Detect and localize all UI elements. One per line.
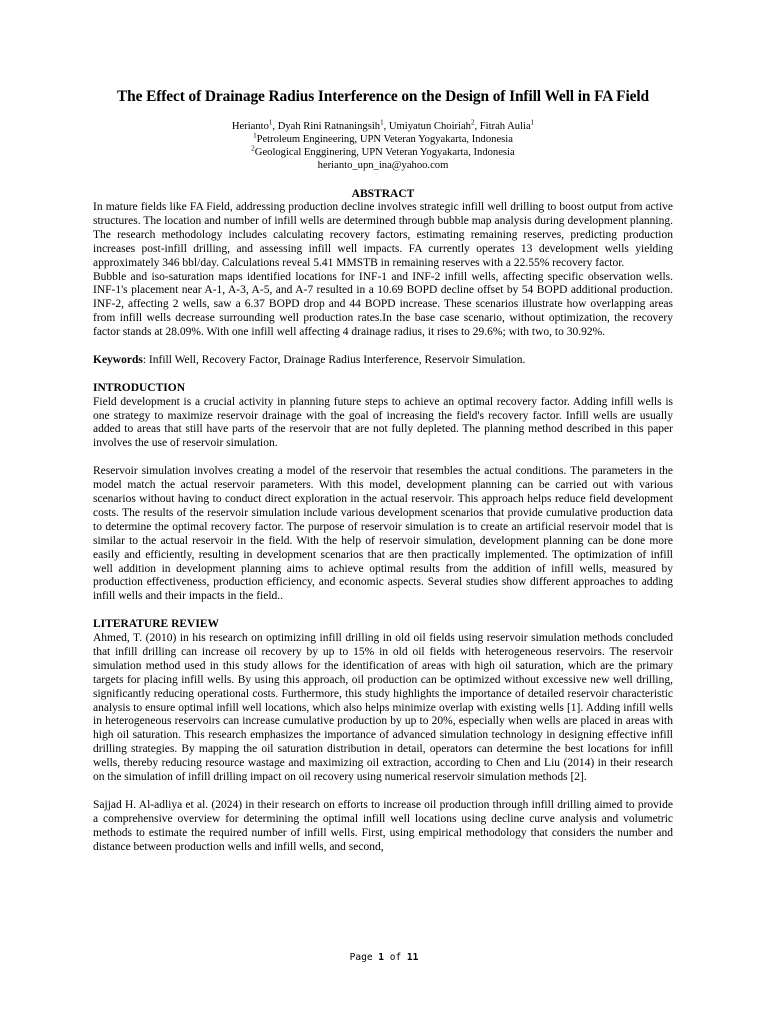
page-label: Page (349, 952, 379, 963)
page-of-label: of (384, 952, 407, 963)
affiliation-mark: 1 (253, 131, 257, 140)
author-name: Umiyatun Choiriah (388, 121, 471, 132)
body-paragraph: Reservoir simulation involves creating a model of the reservoir that resembles the actual conditions. The parameters in the model match the actual reservoir parameters. With this model, development planning can be carried out with various scenarios without having to conduct direct exploration in the actual reservoir. This approach helps reduce field development costs. The results of the reservoir simulation include various development scenarios that provide cumulative production data to determine the optimal recovery factor. The purpose of reservoir simulation is to create an artificial reservoir model that is similar to the actual reservoir in the field. With the help of reservoir simulation, development planning can be done more easily and efficiently, resulting in development scenarios that are then practically implemented. The optimization of infill well addition in development planning aims to achieve optimal results from the addition of infill wells, measured by production effectiveness, production efficiency, and economic aspects. Several studies show different approaches to adding infill wells and their impacts in the field.. (93, 465, 673, 603)
author-name: Dyah Rini Ratnaningsih (277, 121, 381, 132)
author-separator: , (383, 121, 389, 132)
author-list (93, 120, 673, 133)
paper-title: The Effect of Drainage Radius Interference on the Design of Infill Well in FA Field (116, 88, 650, 105)
current-page-number: 1 (378, 952, 384, 963)
author-affiliation-mark: 1 (530, 118, 535, 127)
section-heading-literature-review: LITERATURE REVIEW (93, 618, 219, 631)
author-separator: , (272, 121, 278, 132)
body-paragraph: Sajjad H. Al-adliya et al. (2024) in their research on efforts to increase oil production through infill drilling aimed to provide a comprehensive overview for determining the optimal infill well locations using decline curve analysis and volumetric methods to estimate the required number of infill wells. First, using empirical methodology that considers the number and distance between production wells and infill wells, and second, (93, 798, 673, 853)
abstract-paragraph: In mature fields like FA Field, addressing production decline involves strategic infill well drilling to boost output from active structures. The location and number of infill wells are determined through bubble map analysis during development planning. The research methodology includes calculating recovery factors, estimating remaining reserves, predicting production increases post-infill drilling, and assessing infill well impacts. FA currently operates 13 development wells yielding approximately 346 bbl/day. Calculations reveal 5.41 MMSTB in remaining reserves with a 22.55% recovery factor. (93, 201, 673, 269)
affiliation-line (93, 146, 673, 159)
body-paragraph: Ahmed, T. (2010) in his research on optimizing infill drilling in old oil fields using reservoir simulation methods concluded that infill drilling can increase oil recovery by up to 15% in old oil fields with heterogeneous reservoirs. The reservoir simulation method used in this study allows for the identification of areas with high oil saturation, which are the primary targets for placing infill wells. By using this approach, oil production can be optimized without excessive new well drilling, significantly reducing operational costs. Furthermore, this study highlights the importance of detailed reservoir characteristic analysis to ensure optimal infill well locations, which also helps minimize overlap with existing wells [1]. Adding infill wells in heterogeneous reservoirs can increase cumulative production by up to 20%, especially when wells are placed in areas with high oil saturation. This research emphasizes the importance of advanced simulation technology in designing effective infill drilling strategies. By mapping the oil saturation distribution in detail, operators can determine the best locations for infill wells, thereby reducing resource wastage and maximizing oil extraction, according to Chen and Liu (2014) in their research on the simulation of infill drilling impact on oil recovery using numerical reservoir simulation methods [2]. (93, 632, 673, 784)
section-heading-introduction: INTRODUCTION (93, 381, 186, 394)
keywords-label: Keywords (93, 353, 143, 366)
affiliation-text: Geological Engginering, UPN Veteran Yogyakarta, Indonesia (254, 147, 515, 158)
author-separator: , (474, 121, 480, 132)
author-name: Herianto (231, 121, 269, 132)
affiliation-mark: 2 (251, 144, 255, 153)
page-number-footer (0, 952, 768, 963)
author-name: Fitrah Aulia (479, 121, 531, 132)
contact-email: herianto_upn_ina@yahoo.com (317, 160, 449, 171)
affiliation-text: Petroleum Engineering, UPN Veteran Yogyakarta, Indonesia (256, 134, 513, 145)
keywords-line (93, 354, 673, 368)
paper-body (93, 88, 673, 855)
author-affiliation-mark: 2 (470, 118, 475, 127)
abstract-paragraph: Bubble and iso-saturation maps identified locations for INF-1 and INF-2 infill wells, affecting specific observation wells. INF-1's placement near A-1, A-3, A-5, and A-7 resulted in a 10.69 BOPD decline offset by 54 BOPD additional production. INF-2, affecting 2 wells, saw a 6.37 BOPD drop and 44 BOPD increase. These scenarios illustrate how overlapping areas from infill wells decrease surrounding well production rates.In the base case scenario, without optimization, the recovery factor stands at 28.09%. With one infill well affecting 4 drainage radius, it rises to 29.6%; with two, to 30.92%. (93, 270, 673, 339)
author-affiliation-mark: 1 (380, 118, 384, 127)
author-affiliation-mark: 1 (268, 118, 273, 127)
total-page-number: 11 (406, 952, 419, 963)
keywords-text: : Infill Well, Recovery Factor, Drainage Radius Interference, Reservoir Simulation. (142, 353, 526, 366)
affiliation-line (93, 133, 673, 146)
body-paragraph: Field development is a crucial activity in planning future steps to achieve an optimal recovery factor. Adding infill wells is one strategy to maximize reservoir drainage with the goal of increasing the field's recovery factor. Infill wells are usually added to areas that still have parts of the reservoir that are not fully depleted. The planning method described in this paper involves the use of reservoir simulation. (93, 395, 673, 450)
abstract-heading: ABSTRACT (351, 188, 415, 200)
